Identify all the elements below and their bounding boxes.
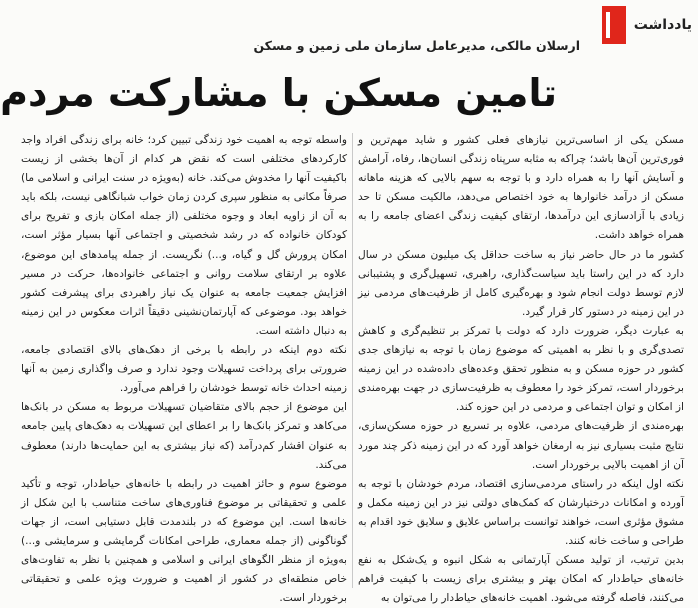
section-label: یادداشت <box>633 17 692 33</box>
article-column-left <box>21 131 347 605</box>
column-divider <box>352 133 353 588</box>
paragraph: مسکن یکی از اساسی‌ترین نیازهای فعلی کشور و شاید مهم‌ترین و فوری‌ترین آن‌ها باشد؛ چراکه به مثابه سرپناه زندگی انسان‌ها، رفاه، آرامش و آسایش آنها را به همراه دارد و با توجه به سهم بالایی که هزینه ماهانه مسکن از درآمد خانوارها به خود اختصاص می‌دهد، مالکیت مسکن تا حد زیادی با آزادسازی این درآمدها، ارتقای کیفیت زندگی اعضای جامعه را به همراه خواهد داشت. <box>358 134 684 242</box>
paragraph: این موضوع از حجم بالای متقاضیان تسهیلات مربوط به مسکن در بانک‌ها می‌کاهد و تمرکز بانک‌ها را بر اعطای این تسهیلات به دهک‌های پایین جامعه به عنوان اقشار کم‌درآمد (که نیاز بیشتری به این حمایت‌ها دارند) معطوف می‌کند. <box>21 401 347 471</box>
section-tag <box>602 6 692 44</box>
paragraph: بدین ترتیب، از تولید مسکن آپارتمانی به شکل انبوه و یک‌شکل به نفع خانه‌های حیاط‌دار که امکان بهتر و بیشتری برای زیست با کیفیت فراهم می‌کنند، فاصله گرفته می‌شود. اهمیت خانه‌های حیاط‌دار را می‌توان به <box>358 554 684 605</box>
article-column-right <box>358 131 684 605</box>
paragraph: بهره‌مندی از ظرفیت‌های مردمی، علاوه بر تسریع در حوزه مسکن‌سازی، نتایج مثبت بسیاری نیز به ارمغان خواهد آورد که در این زمینه ذکر چند مورد آن از اهمیت بالایی برخوردار است. <box>358 420 684 471</box>
section-badge-icon <box>602 6 626 44</box>
paragraph: موضوع سوم و حائز اهمیت در رابطه با خانه‌های حیاط‌دار، توجه و تأکید علمی و تحقیقاتی بر موضوع فناوری‌های ساخت متناسب با این شکل از خانه‌ها است. این موضوع که در بلندمدت قابل دستیابی است، از جهات گوناگونی (از جمله معماری، طراحی امکانات گرمایشی و سرمایشی و...) به‌ویژه از منظر الگوهای ایرانی و اسلامی و همچنین با نظر به تفاوت‌های خاص منطقه‌ای در کشور از اهمیت و ضرورت ویژه علمی و تحقیقاتی برخوردار است. <box>21 477 347 605</box>
article-headline: تامین مسکن با مشارکت مردم <box>0 71 557 115</box>
paragraph: نکته اول اینکه در راستای مردمی‌سازی اقتصاد، مردم خودشان با توجه به آورده و امکانات درختیارشان که کمک‌های دولتی نیز در این زمینه مکمل و مشوق مؤثری است، خواهند توانست براساس علایق و سلایق خود اقدام به طراحی و ساخت خانه کنند. <box>358 477 684 547</box>
author-byline: ارسلان مالکی، مدیرعامل سازمان ملی زمین و مسکن <box>253 38 580 53</box>
paragraph: کشور ما در حال حاضر نیاز به ساخت حداقل یک میلیون مسکن در سال دارد که در این راستا باید سیاست‌گذاری، راهبری، تسهیل‌گری و پشتیبانی لازم توسط دولت انجام شود و بهره‌گیری کامل از ظرفیت‌های مردمی نیز در این زمینه در دستور کار قرار گیرد. <box>358 248 684 318</box>
paragraph: به عبارت دیگر، ضرورت دارد که دولت با تمرکز بر تنظیم‌گری و کاهش تصدی‌گری و با نظر به اهمیتی که موضوع زمان با توجه به نیازهای جدی کشور در حوزه مسکن و به منظور تحقق وعده‌های داده‌شده در این زمینه برخوردار است، تمرکز خود را معطوف به ظرفیت‌سازی در جهت بهره‌مندی از امکان و توان اجتماعی و مردمی در این حوزه کند. <box>358 324 684 414</box>
paragraph: نکته دوم اینکه در رابطه با برخی از دهک‌های بالای اقتصادی جامعه، ضرورتی برای پرداخت تسهیلات وجود ندارد و صرف واگذاری زمین به آنها زمینه احداث خانه توسط خودشان را فراهم می‌آورد. <box>21 344 347 395</box>
paragraph: واسطه توجه به اهمیت خود زندگی تبیین کرد؛ خانه برای زندگی افراد واجد کارکردهای مختلفی است که نقض هر کدام از آن‌ها بخشی از زیست باکیفیت آنها را مخدوش می‌کند. خانه (به‌ویژه در سنت ایرانی و اسلامی ما) صرفاً مکانی به منظور سپری کردن زمان خواب شبانگاهی نیست، بلکه باید به آن از زاویه ابعاد و وجوه مختلفی (از جمله امکان بازی و تفریح برای کودکان خانواده که در رشد شخصیتی و اجتماعی آنها بسیار مؤثر است، امکان پرورش گل و گیاه، و...) نگریست. از جمله پیامدهای این موضوع، علاوه بر ارتقای سلامت روانی و اجتماعی خانواده‌ها، حرکت در مسیر افزایش جمعیت جامعه به عنوان یک نیاز راهبردی برای پیشرفت کشور خواهد بود. موضوعی که آپارتمان‌نشینی دقیقاً اثرات معکوس در این زمینه به دنبال داشته است. <box>21 134 347 337</box>
